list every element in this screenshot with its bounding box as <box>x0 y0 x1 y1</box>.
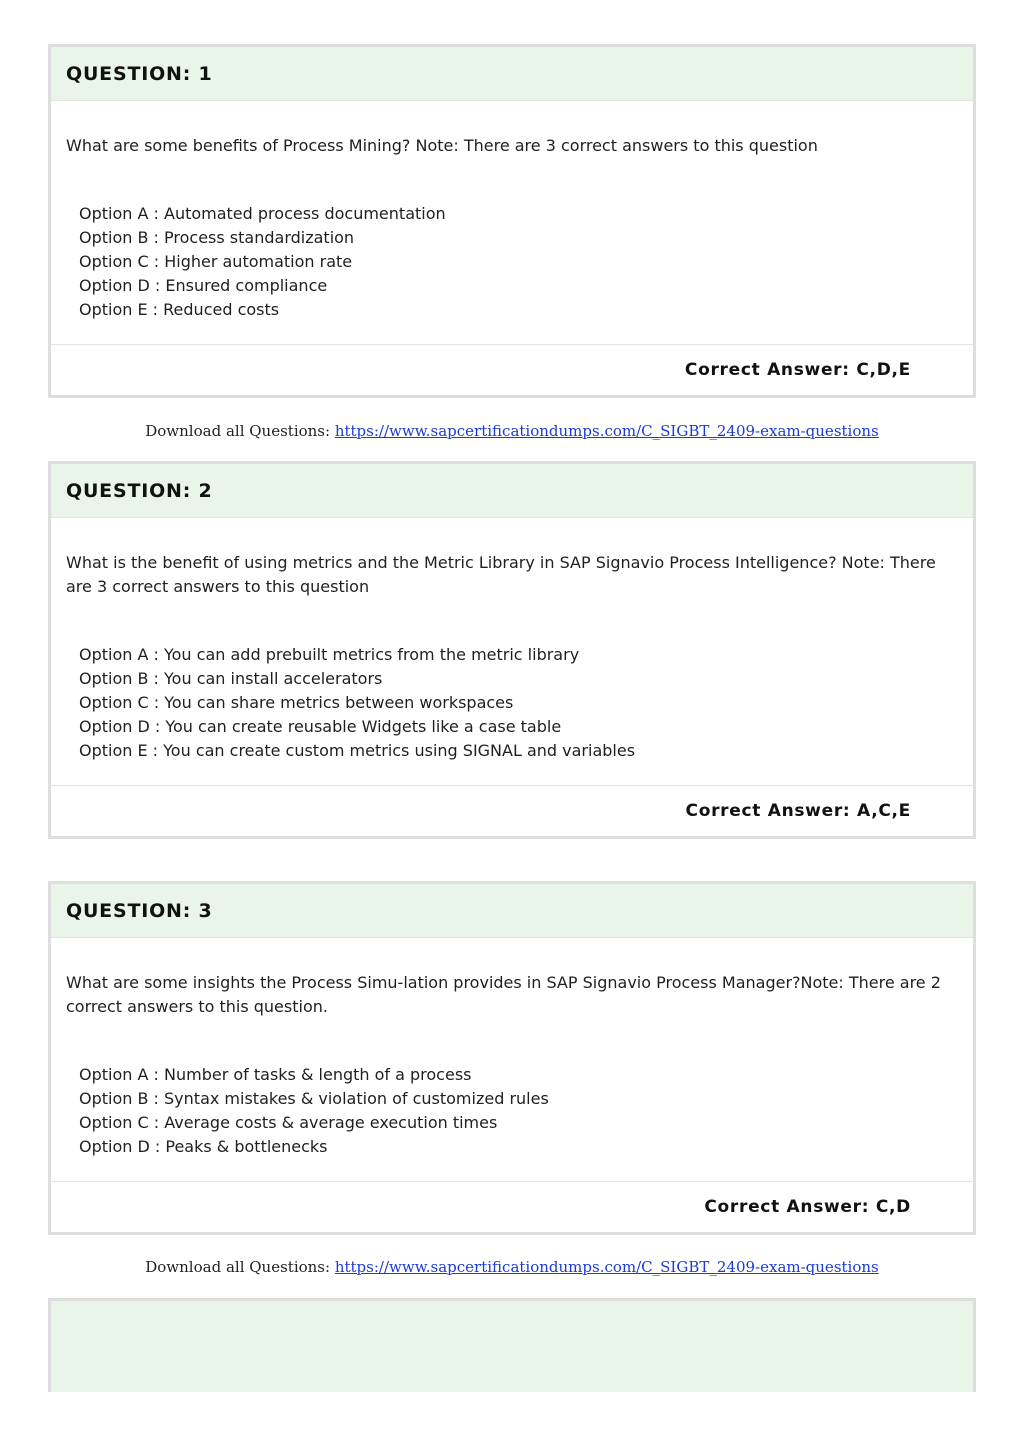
download-label: Download all Questions: <box>145 422 331 440</box>
option-d: Option D : Ensured compliance <box>79 276 328 295</box>
options-list <box>79 1063 973 1159</box>
question-header <box>51 884 973 938</box>
question-text: What is the benefit of using metrics and the Metric Library in SAP Signavio Process Intelligence? Note: There are 3 correct answers to this question <box>66 553 936 596</box>
question-text: What are some insights the Process Simu-lation provides in SAP Signavio Process Manager?Note: There are 2 correct answers to this question. <box>66 973 941 1016</box>
option-e: Option E : Reduced costs <box>79 300 280 319</box>
answer-row <box>51 785 973 836</box>
options-list <box>79 202 973 322</box>
option-c: Option C : Average costs & average execution times <box>79 1113 498 1132</box>
answer-row <box>51 344 973 395</box>
question-card-2 <box>48 461 976 839</box>
option-a: Option A : Automated process documentation <box>79 204 446 223</box>
correct-answer: Correct Answer: C,D,E <box>684 360 911 380</box>
option-e: Option E : You can create custom metrics using SIGNAL and variables <box>79 741 636 760</box>
question-card-1 <box>48 44 976 398</box>
option-b: Option B : Process standardization <box>79 228 355 247</box>
question-card-partial <box>48 1298 976 1392</box>
question-header <box>51 464 973 518</box>
option-c: Option C : You can share metrics between workspaces <box>79 693 514 712</box>
question-header <box>51 47 973 101</box>
download-link[interactable]: https://www.sapcertificationdumps.com/C_SIGBT_2409-exam-questions <box>334 1258 879 1276</box>
option-b: Option B : You can install accelerators <box>79 669 383 688</box>
download-label: Download all Questions: <box>145 1258 331 1276</box>
download-link[interactable]: https://www.sapcertificationdumps.com/C_SIGBT_2409-exam-questions <box>334 422 879 440</box>
answer-row <box>51 1181 973 1232</box>
question-title: QUESTION: 3 <box>66 899 213 922</box>
download-line <box>0 1258 1024 1276</box>
question-text: What are some benefits of Process Mining? Note: There are 3 correct answers to this question <box>66 136 818 155</box>
option-d: Option D : Peaks & bottlenecks <box>79 1137 328 1156</box>
option-c: Option C : Higher automation rate <box>79 252 353 271</box>
question-title: QUESTION: 1 <box>66 62 213 85</box>
correct-answer: Correct Answer: A,C,E <box>685 801 911 821</box>
correct-answer: Correct Answer: C,D <box>704 1197 911 1217</box>
question-card-3 <box>48 881 976 1235</box>
download-line <box>0 422 1024 440</box>
question-title: QUESTION: 2 <box>66 479 213 502</box>
option-a: Option A : Number of tasks & length of a process <box>79 1065 472 1084</box>
options-list <box>79 643 973 763</box>
option-d: Option D : You can create reusable Widgets like a case table <box>79 717 562 736</box>
option-a: Option A : You can add prebuilt metrics from the metric library <box>79 645 580 664</box>
option-b: Option B : Syntax mistakes & violation of customized rules <box>79 1089 549 1108</box>
